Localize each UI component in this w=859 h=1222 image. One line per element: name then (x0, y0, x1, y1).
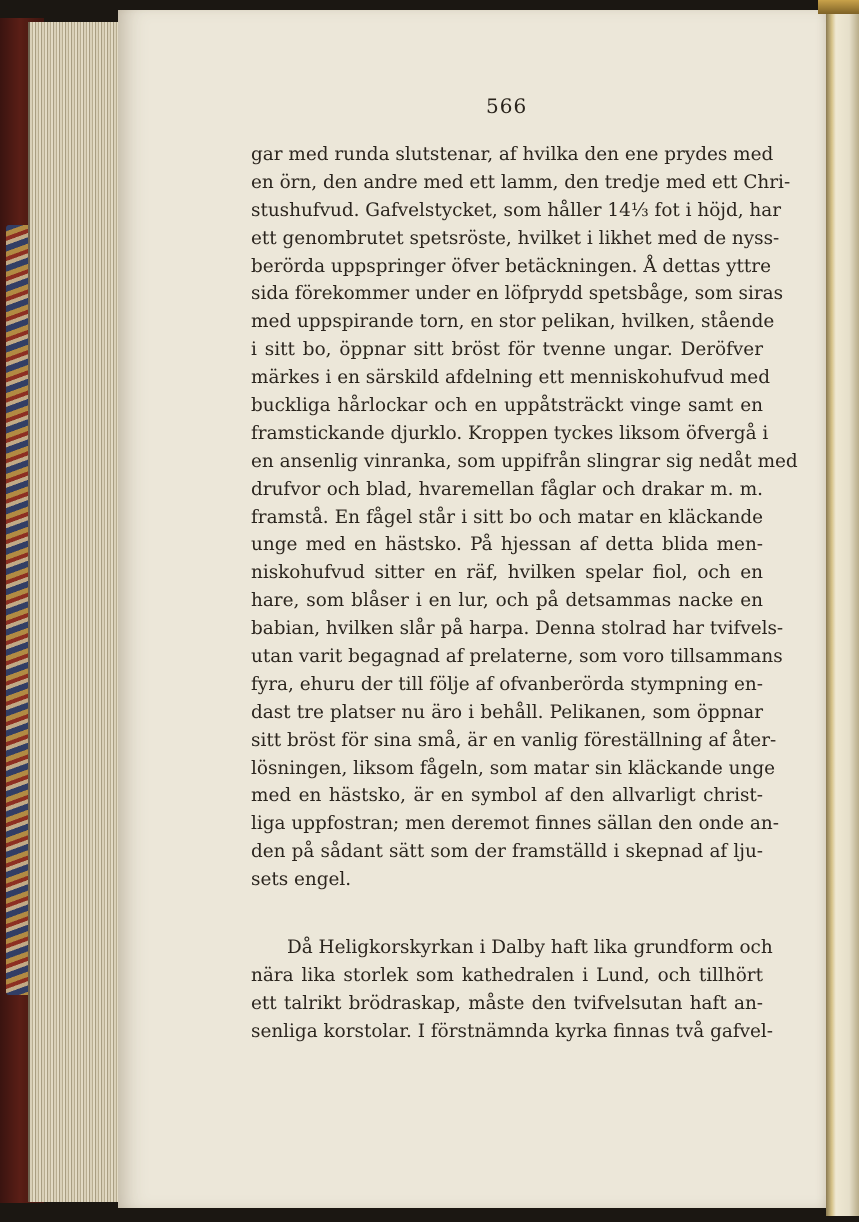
text-line: sitt bröst för sina små, är en vanlig föreställning af åter- (251, 729, 777, 751)
text-line: i sitt bo, öppnar sitt bröst för tvenne ungar. Deröfver (251, 339, 763, 361)
text-line: den på sådant sätt som der framställd i skepnad af lju- (251, 841, 763, 863)
text-line: Då Heligkorskyrkan i Dalby haft lika grundform och (287, 937, 773, 959)
text-line: stushufvud. Gafvelstycket, som håller 14⅓ fot i höjd, har (251, 199, 782, 221)
text-line: ett talrikt brödraskap, måste den tvifvelsutan haft an- (251, 992, 763, 1014)
text-line: en ansenlig vinranka, som uppifrån slingrar sig nedåt med (251, 450, 798, 472)
right-page-edge (826, 6, 859, 1216)
text-line: dast tre platser nu äro i behåll. Pelikanen, som öppnar (251, 701, 763, 723)
text-line: märkes i en särskild afdelning ett menniskohufvud med (251, 367, 770, 389)
text-line: senliga korstolar. I förstnämnda kyrka finnas två gafvel- (251, 1020, 773, 1042)
page-number: 566 (486, 94, 528, 118)
text-line: niskohufvud sitter en räf, hvilken spelar fiol, och en (251, 562, 763, 584)
text-line: hare, som blåser i en lur, och på detsammas nacke en (251, 590, 763, 612)
text-line: med uppspirande torn, en stor pelikan, hvilken, stående (251, 311, 775, 333)
text-line: berörda uppspringer öfver betäckningen. Å dettas yttre (251, 255, 771, 277)
text-line: sets engel. (251, 869, 352, 891)
page-edges (28, 22, 126, 1202)
paragraph-gap (251, 894, 763, 934)
text-line: lösningen, liksom fågeln, som matar sin kläckande unge (251, 757, 775, 779)
text-line: unge med en hästsko. På hjessan af detta blida men- (251, 534, 763, 556)
text-line: framstickande djurklo. Kroppen tyckes liksom öfvergå i (251, 422, 769, 444)
text-line: med en hästsko, är en symbol af den allvarligt christ- (251, 785, 763, 807)
text-line: utan varit begagnad af prelaterne, som voro tillsammans (251, 646, 783, 668)
text-line: ett genombrutet spetsröste, hvilket i likhet med de nyss- (251, 227, 780, 249)
gilt-edge (818, 0, 859, 14)
paragraph-2 (251, 934, 773, 1046)
text-line: en örn, den andre med ett lamm, den tredje med ett Chri- (251, 171, 791, 193)
text-line: buckliga hårlockar och en uppåtsträckt vinge samt en (251, 395, 763, 417)
text-line: liga uppfostran; men deremot finnes sällan den onde an- (251, 813, 779, 835)
body-text (251, 141, 798, 1046)
text-line: sida förekommer under en löfprydd spetsbåge, som siras (251, 283, 784, 305)
text-line: framstå. En fågel står i sitt bo och matar en kläckande (251, 506, 763, 528)
paragraph-1 (251, 141, 798, 894)
text-line: nära lika storlek som kathedralen i Lund, och tillhört (251, 964, 763, 986)
text-line: gar med runda slutstenar, af hvilka den ene prydes med (251, 144, 774, 165)
text-line: drufvor och blad, hvaremellan fåglar och drakar m. m. (251, 478, 763, 500)
text-line: fyra, ehuru der till följe af ofvanberörda stympning en- (251, 673, 763, 695)
text-line: babian, hvilken slår på harpa. Denna stolrad har tvifvels- (251, 618, 784, 640)
